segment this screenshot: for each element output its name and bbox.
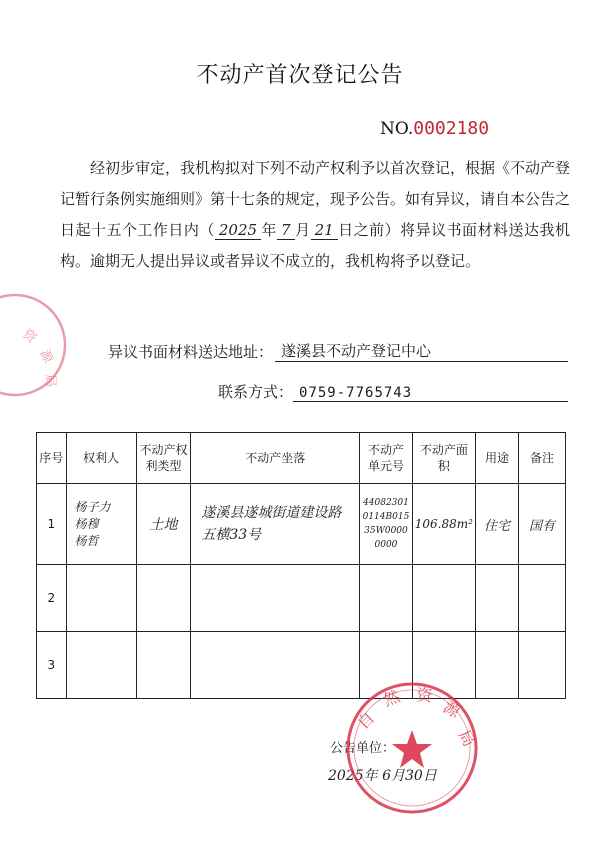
header-location: 不动产坐落 [191, 433, 360, 484]
deadline-month-unit: 月 [294, 221, 311, 239]
empty-cell [519, 565, 566, 632]
empty-cell [519, 632, 566, 699]
table-row [37, 484, 566, 565]
notice-body [60, 153, 570, 277]
announcing-unit-label: 公告单位： [330, 741, 396, 756]
table-header-row [37, 433, 566, 484]
deadline-month: 7 [277, 221, 295, 240]
row-location [191, 484, 360, 565]
table-row [37, 632, 566, 699]
empty-cell [136, 632, 191, 699]
address-label: 异议书面材料送达地址： [108, 343, 274, 361]
owner-name: 杨穆 [74, 516, 99, 531]
registration-table [36, 432, 566, 699]
location-line: 五横33号 [201, 527, 262, 543]
header-unit-no: 不动产单元号 [360, 433, 413, 484]
table-row [37, 565, 566, 632]
row-area: 106.88m² [412, 484, 475, 565]
empty-cell [412, 565, 475, 632]
empty-cell [66, 632, 136, 699]
left-seal-stamp [0, 290, 70, 400]
official-seal-stamp [342, 678, 482, 818]
header-use: 用途 [475, 433, 518, 484]
row-seq: 2 [37, 565, 67, 632]
row-use: 住宅 [475, 484, 518, 565]
header-remark: 备注 [519, 433, 566, 484]
svg-text:局: 局 [42, 374, 57, 388]
deadline-year: 2025 [215, 221, 261, 240]
svg-text:源: 源 [440, 697, 464, 722]
header-area: 不动产面积 [412, 433, 475, 484]
serial-number [380, 118, 489, 139]
row-owners [66, 484, 136, 565]
owner-name: 杨子力 [74, 499, 111, 514]
header-right-type: 不动产权利类型 [136, 433, 191, 484]
contact-label: 联系方式： [218, 383, 294, 401]
row-seq: 3 [37, 632, 67, 699]
header-seq: 序号 [37, 433, 67, 484]
contact-row [218, 381, 568, 402]
date-year-unit: 年 [363, 768, 378, 784]
notice-paragraph [60, 153, 570, 277]
contact-value: 0759-7765743 [293, 385, 568, 402]
location-line: 遂溪县遂城街道建设路 [201, 505, 342, 521]
svg-text:自: 自 [353, 708, 379, 733]
date-month-unit: 月 [391, 768, 406, 784]
svg-text:资: 资 [415, 685, 434, 706]
address-value: 遂溪县不动产登记中心 [275, 340, 568, 362]
svg-text:然: 然 [380, 686, 403, 710]
notice-text-main: 经初步审定，我机构拟对下列不动产权利予以首次登记，根据《不动产登记暂行条例实施细则》第十七条的规定，现予公告。如有异议，请自本公告之日起十五个工作日内（ [60, 159, 571, 239]
empty-cell [136, 565, 191, 632]
svg-text:资: 资 [19, 326, 40, 347]
date-day: 30 [405, 768, 423, 784]
serial-value: 0002180 [413, 118, 490, 139]
svg-text:源: 源 [36, 347, 56, 366]
date-year: 2025 [328, 768, 364, 784]
empty-cell [360, 565, 413, 632]
empty-cell [475, 565, 518, 632]
header-owner: 权利人 [66, 433, 136, 484]
empty-cell [191, 565, 360, 632]
row-remark: 国有 [519, 484, 566, 565]
date-day-unit: 日 [422, 768, 437, 784]
serial-prefix: NO. [380, 119, 414, 139]
row-unit-no: 440823010114B01535W00000000 [360, 484, 413, 565]
date-month: 6 [382, 768, 392, 784]
row-right-type: 土地 [136, 484, 191, 565]
page-title: 不动产首次登记公告 [196, 63, 404, 88]
deadline-year-unit: 年 [261, 221, 278, 239]
owner-name: 杨哲 [74, 533, 99, 548]
deadline-day: 21 [311, 221, 338, 240]
notice-text-end: 日之前）将异议书面材料送达我机构。逾期无人提出异议或者异议不成立的，我机构将予以登记。 [60, 221, 570, 270]
empty-cell [66, 565, 136, 632]
svg-text:局: 局 [454, 726, 479, 750]
empty-cell [191, 632, 360, 699]
row-seq: 1 [37, 484, 67, 565]
seal-star [392, 730, 432, 768]
objection-address-row [108, 340, 568, 362]
